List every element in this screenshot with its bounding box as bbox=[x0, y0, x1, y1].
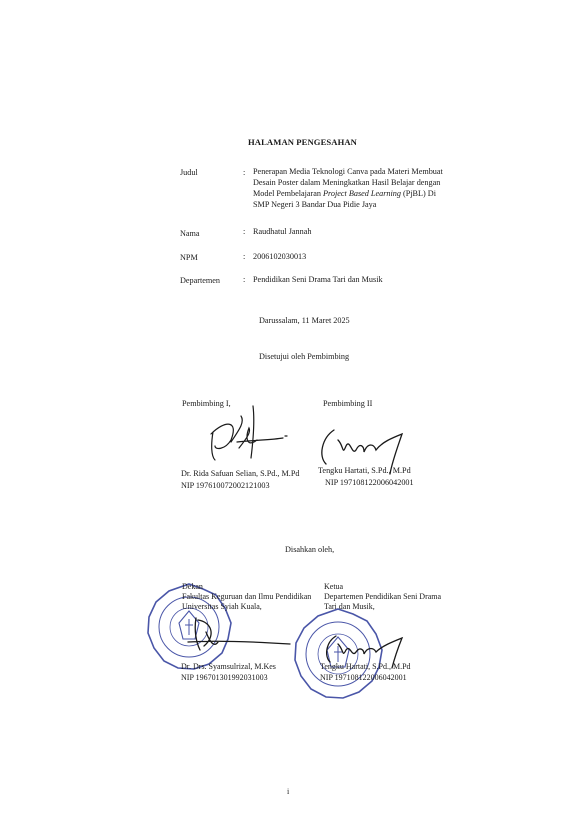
nama-label: Nama bbox=[180, 229, 200, 238]
supervisor2-role: Pembimbing II bbox=[323, 399, 373, 408]
judul-line-3-start: Model Pembelajaran bbox=[253, 189, 324, 198]
judul-label: Judul bbox=[180, 168, 198, 177]
npm-value: 2006102030013 bbox=[253, 252, 307, 261]
departemen-colon: : bbox=[243, 275, 246, 284]
judul-line-4: SMP Negeri 3 Bandar Dua Pidie Jaya bbox=[253, 200, 377, 209]
head-role: Ketua bbox=[324, 582, 344, 591]
judul-line-3-end: (PjBL) Di bbox=[400, 189, 436, 198]
supervisor1-name: Dr. Rida Safuan Selian, S.Pd., M.Pd bbox=[181, 469, 300, 478]
page-title: HALAMAN PENGESAHAN bbox=[248, 137, 357, 147]
supervisor1-nip: NIP 197610072002121003 bbox=[181, 481, 270, 490]
nama-colon: : bbox=[243, 227, 246, 236]
judul-line-3 bbox=[253, 188, 436, 199]
supervisor1-role: Pembimbing I, bbox=[182, 399, 231, 408]
supervisor1-signature bbox=[195, 398, 295, 466]
departemen-value: Pendidikan Seni Drama Tari dan Musik bbox=[253, 275, 383, 284]
supervisor2-name: Tengku Hartati, S.Pd., M.Pd bbox=[318, 466, 411, 475]
judul-line-2: Desain Poster dalam Meningkatkan Hasil Belajar dengan bbox=[253, 178, 441, 187]
departemen-label: Departemen bbox=[180, 276, 221, 285]
head-line-2: Tari dan Musik, bbox=[324, 602, 375, 611]
dean-signature bbox=[168, 612, 298, 662]
page-number: i bbox=[287, 787, 290, 796]
approved-by: Disetujui oleh Pembimbing bbox=[259, 352, 350, 361]
place-date: Darussalam, 11 Maret 2025 bbox=[259, 316, 350, 325]
dean-nip: NIP 196701301992031003 bbox=[181, 673, 268, 682]
judul-line-3-italic: Project Based Learning bbox=[323, 189, 401, 198]
dean-name: Dr. Drs. Syamsulrizal, M.Kes bbox=[181, 662, 276, 671]
dean-line-1: Fakultas Keguruan dan Ilmu Pendidikan bbox=[182, 592, 312, 601]
nama-value: Raudhatul Jannah bbox=[253, 227, 312, 236]
ratified-by: Disahkan oleh, bbox=[285, 545, 335, 554]
dean-line-2: Universitas Syiah Kuala, bbox=[182, 602, 262, 611]
judul-line-1: Penerapan Media Teknologi Canva pada Materi Membuat bbox=[253, 167, 443, 176]
npm-colon: : bbox=[243, 252, 246, 261]
judul-colon: : bbox=[243, 168, 246, 177]
head-nip: NIP 197108122006042001 bbox=[320, 673, 407, 682]
npm-label: NPM bbox=[180, 253, 198, 262]
head-name: Tengku Hartati, S.Pd., M.Pd bbox=[320, 662, 411, 671]
head-line-1: Departemen Pendidikan Seni Drama bbox=[324, 592, 442, 601]
dean-role: Dekan bbox=[182, 582, 203, 591]
supervisor2-nip: NIP 197108122006042001 bbox=[325, 478, 414, 487]
